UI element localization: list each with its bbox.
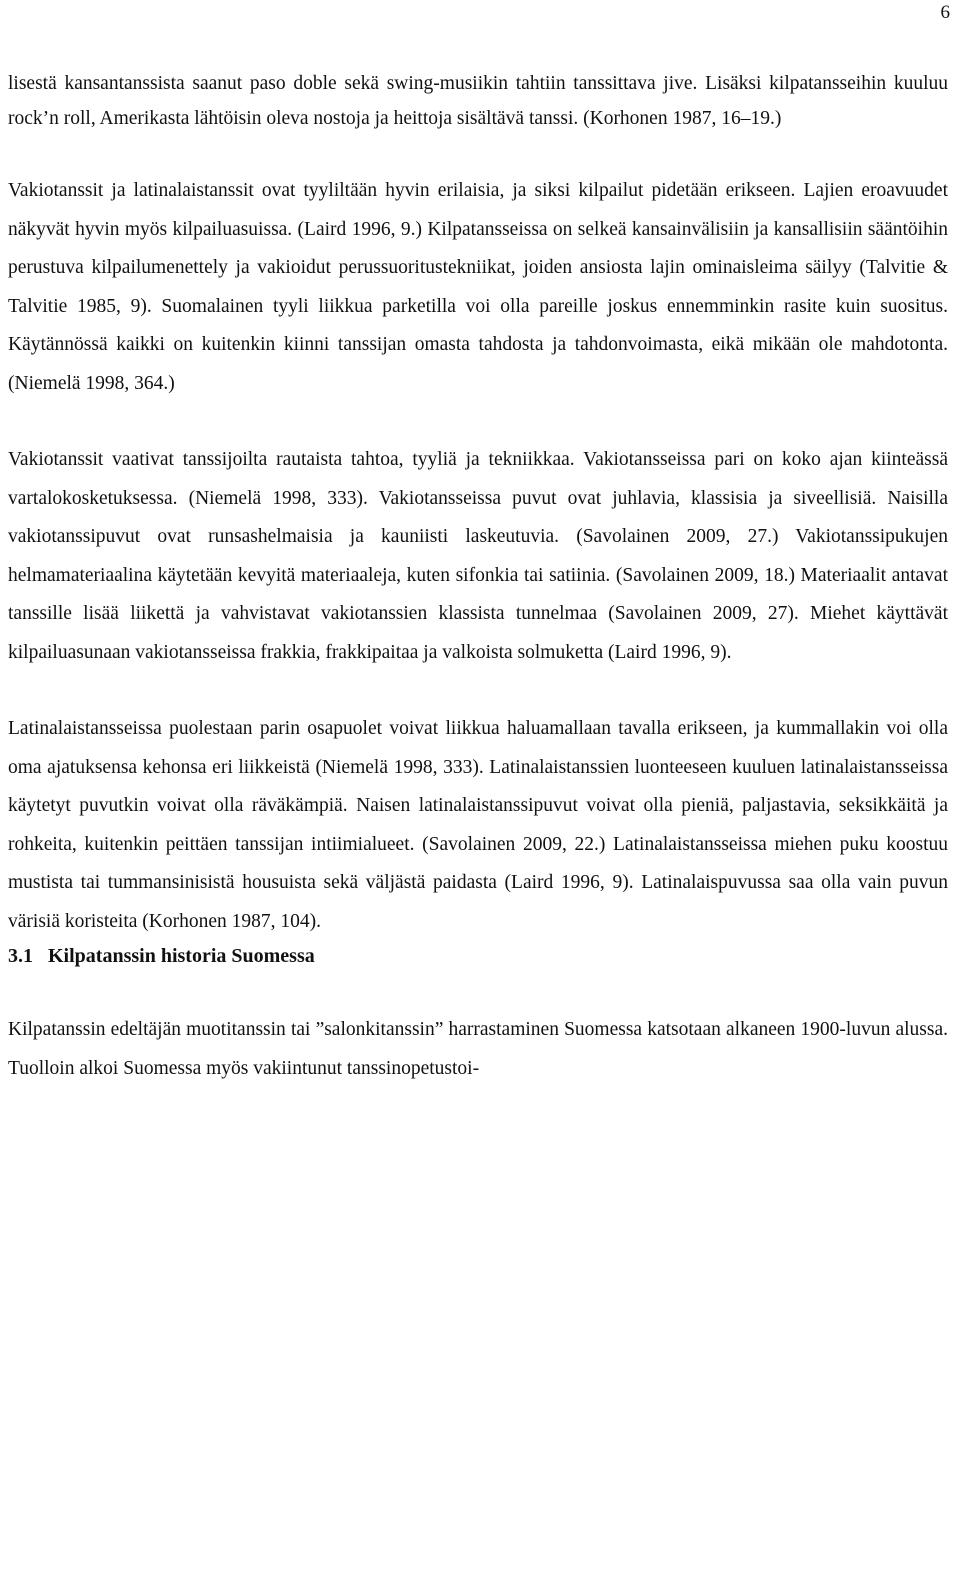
paragraph-history-intro: Kilpatanssin edeltäjän muotitanssin tai ”salonkitanssin” harrastaminen Suomessa katsotaan alkaneen 1900-luvun alussa. Tuolloin alkoi Suomessa myös vakiintunut tanssinopetustoi- [8, 1019, 948, 1079]
section-number: 3.1 [8, 945, 33, 967]
document-body [8, 66, 948, 1088]
page-number: 6 [940, 2, 950, 23]
paragraph-latin-costumes: Latinalaistansseissa puolestaan parin osapuolet voivat liikkua haluamallaan tavalla erikseen, ja kummallakin voi olla oma ajatuksensa kehonsa eri liikkeistä (Niemelä 1998, 333). Latinalaistanssien luonteeseen kuuluen latinalaistansseissa käytetyt puvutkin voivat olla räväkämpiä. Naisen latinalaistanssipuvut voivat olla pieniä, paljastavia, seksikkäitä ja rohkeita, kuitenkin peittäen tanssijan intiimialueet. (Savolainen 2009, 22.) Latinalaistansseissa miehen puku koostuu mustista tai tummansinisistä housuista sekä väljästä paidasta (Laird 1996, 9). Latinalaispuvussa saa olla vain puvun värisiä koristeita (Korhonen 1987, 104). [8, 718, 948, 932]
section-heading [8, 941, 948, 971]
paragraph-dance-types: lisestä kansantanssista saanut paso doble sekä swing-musiikin tahtiin tanssittava jive. Lisäksi kilpatansseihin kuuluu rock’n roll, Amerikasta lähtöisin oleva nostoja ja heittoja sisältävä tanssi. (Korhonen 1987, 16–19.) [8, 73, 948, 129]
paragraph-standard-costumes: Vakiotanssit vaativat tanssijoilta rautaista tahtoa, tyyliä ja tekniikkaa. Vakiotansseissa pari on koko ajan kiinteässä vartalokosketuksessa. (Niemelä 1998, 333). Vakiotansseissa puvut ovat juhlavia, klassisia ja siveellisiä. Naisilla vakiotanssipuvut ovat runsashelmaisia ja kauniisti laskeutuvia. (Savolainen 2009, 27.) Vakiotanssipukujen helmamateriaalina käytetään kevyitä materiaaleja, kuten sifonkia tai satiinia. (Savolainen 2009, 18.) Materiaalit antavat tanssille lisää liikettä ja vahvistavat vakiotanssien klassista tunnelmaa (Savolainen 2009, 27). Miehet käyttävät kilpailuasunaan vakiotansseissa frakkia, frakkipaitaa ja valkoista solmuketta (Laird 1996, 9). [8, 449, 948, 663]
paragraph-standard-vs-latin: Vakiotanssit ja latinalaistanssit ovat tyyliltään hyvin erilaisia, ja siksi kilpailut pidetään erikseen. Lajien eroavuudet näkyvät hyvin myös kilpailuasuissa. (Laird 1996, 9.) Kilpatansseissa on selkeä kansainvälisiin ja kansallisiin sääntöihin perustuva kilpailumenettely ja vakioidut perussuoritustekniikat, joiden ansiosta lajin ominaisleima säilyy (Talvitie & Talvitie 1985, 9). Suomalainen tyyli liikkua parketilla voi olla pareille joskus ennemminkin rasite kuin suositus. Käytännössä kaikki on kuitenkin kiinni tanssijan omasta tahdosta ja tahdonvoimasta, eikä mikään ole mahdotonta. (Niemelä 1998, 364.) [8, 180, 948, 394]
section-title: Kilpatanssin historia Suomessa [48, 945, 315, 967]
